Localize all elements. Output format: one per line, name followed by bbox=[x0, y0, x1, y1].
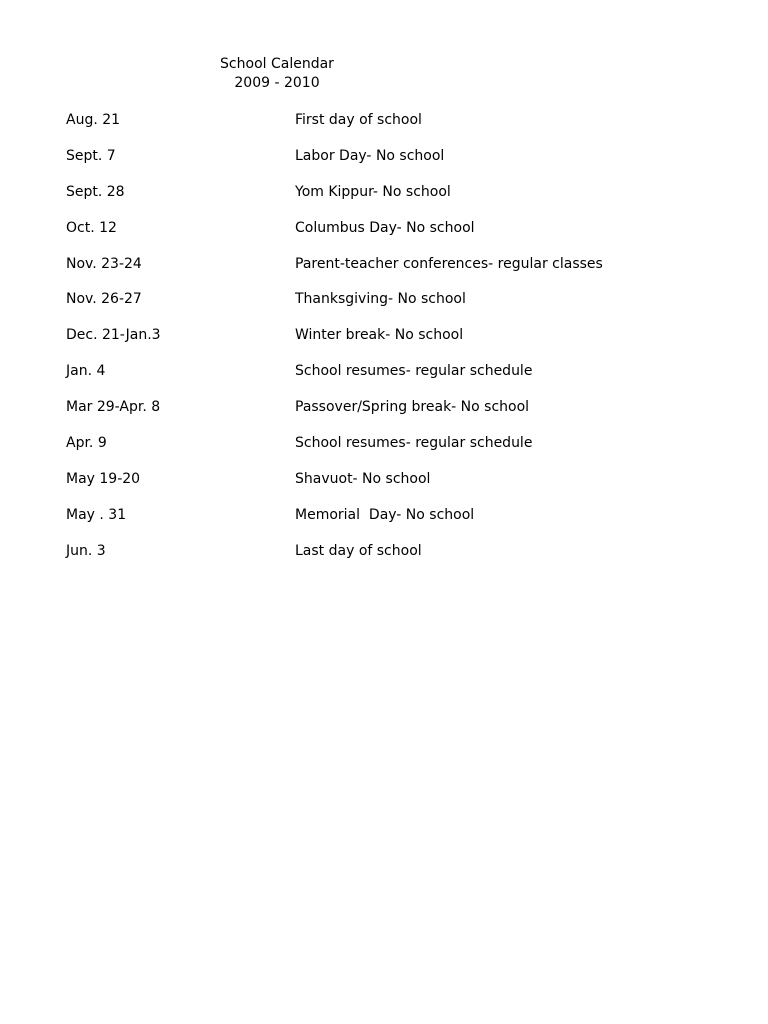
event-description: Parent-teacher conferences- regular classes bbox=[295, 255, 603, 272]
event-description: Labor Day- No school bbox=[295, 147, 445, 164]
event-description: Yom Kippur- No school bbox=[295, 183, 451, 200]
event-date: May 19-20 bbox=[66, 470, 141, 487]
event-row bbox=[66, 182, 746, 218]
event-date: Jun. 3 bbox=[66, 542, 106, 559]
event-date: May . 31 bbox=[66, 506, 127, 523]
event-description: Thanksgiving- No school bbox=[295, 291, 466, 308]
document-title: School Calendar bbox=[220, 56, 334, 72]
year-range: 2009 - 2010 bbox=[234, 75, 320, 91]
event-description: Memorial Day- No school bbox=[295, 506, 475, 523]
event-date: Nov. 23-24 bbox=[66, 255, 142, 272]
event-row bbox=[66, 433, 746, 469]
event-row bbox=[66, 541, 746, 577]
event-row bbox=[66, 110, 746, 146]
event-row bbox=[66, 289, 746, 325]
event-row bbox=[66, 361, 746, 397]
event-date: Dec. 21-Jan.3 bbox=[66, 327, 161, 344]
event-date: Mar 29-Apr. 8 bbox=[66, 399, 161, 416]
event-description: Last day of school bbox=[295, 542, 422, 559]
event-row bbox=[66, 397, 746, 433]
event-description: Shavuot- No school bbox=[295, 470, 431, 487]
event-row bbox=[66, 254, 746, 290]
event-date: Oct. 12 bbox=[66, 219, 117, 236]
event-date: Jan. 4 bbox=[66, 363, 106, 380]
event-date: Nov. 26-27 bbox=[66, 291, 142, 308]
event-date: Sept. 7 bbox=[66, 147, 116, 164]
event-description: Winter break- No school bbox=[295, 327, 464, 344]
event-row bbox=[66, 146, 746, 182]
event-description: School resumes- regular schedule bbox=[295, 363, 533, 380]
event-date: Apr. 9 bbox=[66, 435, 107, 452]
document-header bbox=[0, 55, 554, 93]
event-description: Passover/Spring break- No school bbox=[295, 399, 530, 416]
event-row bbox=[66, 469, 746, 505]
event-description: Columbus Day- No school bbox=[295, 219, 475, 236]
event-date: Aug. 21 bbox=[66, 112, 121, 128]
event-description: School resumes- regular schedule bbox=[295, 435, 533, 452]
calendar-event-list bbox=[66, 110, 746, 577]
event-row bbox=[66, 325, 746, 361]
event-row bbox=[66, 505, 746, 541]
event-row bbox=[66, 218, 746, 254]
event-date: Sept. 28 bbox=[66, 183, 125, 200]
event-description: First day of school bbox=[295, 112, 422, 128]
